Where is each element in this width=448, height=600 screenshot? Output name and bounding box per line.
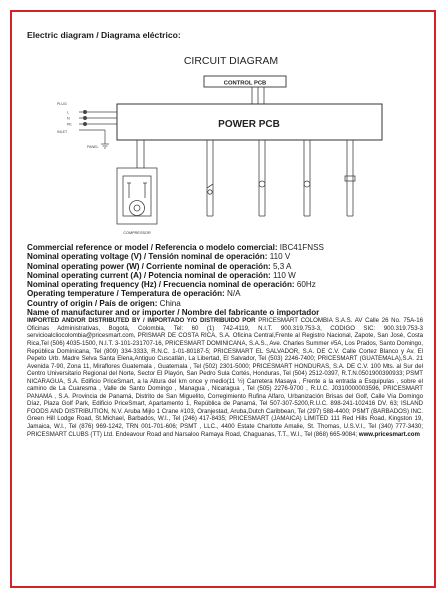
wire-label-inlet: INLET [57,130,68,134]
spec-value-frequency: 60Hz [296,280,316,290]
heater-symbol [345,176,355,181]
specifications-block [27,243,423,438]
spec-label-temperature: Operating temperature / Temperatura de operación: [27,289,225,299]
spec-value-power: 5,3 A [272,261,292,271]
spec-value-voltage: 110 V [269,252,291,262]
spec-label-model: Commercial reference or model / Referencia o modelo comercial: [27,243,278,252]
spec-label-voltage: Nominal operating voltage (V) / Tensión nominal de operación: [27,252,268,262]
wire-label-n: N [67,116,70,121]
wire-label-l: L [67,110,69,115]
spec-label-power: Nominal operating power (W) / Corriente nominal de operación: [27,261,271,271]
importer-lead: IMPORTED AND/OR DISTRIBUTED BY / IMPORTADO Y/O DISTRIBUIDO POR [27,317,256,325]
control-pcb-label: CONTROL PCB [223,80,267,87]
website-link[interactable]: www.pricesmart.com [358,430,420,438]
spec-value-current: 110 W [273,270,296,280]
spec-label-origin: Country of origin / País de origen: [27,298,158,308]
compressor-motor [130,201,145,216]
importer-addresses [27,317,423,438]
spec-value-model: IBC41FNSS [279,243,324,252]
manufacturer-heading: Name of manufacturer and or importer / Nombre del fabricante o importador [27,308,320,318]
spec-row-voltage [27,252,423,261]
spec-row-current [27,271,423,280]
spec-row-model [27,243,423,252]
importer-text: PRICESMART COLOMBIA S.A.S. AV Calle 26 No. 75A-16 Oficinas Administrativas, Bogotá, Colombia, Tel: 60 (1) 742-4119, N.I.T. 900.319.753-3, CODIGO SIC: 900.319.753-3 servicioalcliocolombia@pricesmart.com, PRISMAR DE COSTA RICA, S.A. Oficina Central,Frente al Registro Nacional, Zapote, San José, Costa Rica,Tel (506) 4035-1500, N.I.T. 3-101-231707-16, PRICESMART DOMINICANA, S.A.S., Ave. Charles Summer #5A, Los Prados, Santo Domingo, República Dominicana, Tel (809) 334-3333, R.N.C. 1-01-80187-5; PRICESMART EL SALVADOR, S.A. DE C.V. Calle Cortez Blanco y Av. El Pepeto Urb. Madre Selva Santa Elena,Antiguo Cuscatlán, La Libertad, El Salvador, Tel (503) 2246-7400; PRICESMART (GUATEMALA),S.A. 21 Avenida 7-90, Zona 11, Miraflores Guatemala , Guatemala , Tel (502) 2301-5000; PRICESMART HONDURAS, S.A. DE C.V. 100 Mts. al Sur del Centro Universitario Regional del Norte, Sector El Playón, San Pedro Sula Cortés, Honduras, Tel (504) 2512-0397, R.T.N.0501900390933; PSMT NICARAGUA, S.A. Edificio PriceSmart, a la Altura del km once y medio(11 ½) Carretera Masaya , Frente a la entrada a Esquipulas , sobre el camino de La Cuaresma , Valle de Santo Domingo , Managua , Nicaragua , Tel (505) 2276-9700 , R.U.C. J0310000003596, PRICESMART PANAMA , S.A. Provincia de Panamá, Distrito de San Miguelito, Corregimiento Rufina Alfaro, Urbanización Brisas del Golf, Calle Vía Domingo Díaz, Plaza Golf Park, Edificio PriceSmart, Apartamento 1, República de Panamá, Tel 507-307-5200,R.U.C. 898-241-102416 DV. 63; ISLAND FOODS AND DISTRIBUTION, N.V. Aruba Mijlo 1 Crane #103, Oranjestad, Aruba,Dutch Caribbean, Tel (297) 588-4400; PSMT (BARBADOS) INC. Green Hill Lodge Road, St.Michael, Barbados, W.I., Tel (246) 417-8435; PRICESMART (JAMAICA) LIMITED 111 Red Hills Road, Kingston 19, Jamaica, W.I., Tel (876) 969-1242, TRN 001-701-606; PSMT , LLC., 4400 Estate Charlotte Amalie, St. Thomas, U.S.V.I., Tel (340) 777-3430; PRICESMART CLUBS (TT) Ltd. Endeavour Road and Narsaloo Ramaya Road, Chaguanas, T.T., W.I., Tel (868) 665-9084; [27,317,423,438]
fan-symbol [259,181,265,187]
power-pcb-label: POWER PCB [218,119,280,130]
wire-label-panel: PANEL [87,145,99,149]
wire-label-plug: PLUG [57,102,67,106]
spec-row-temperature [27,289,423,298]
circuit-diagram [27,48,422,236]
spec-row-frequency [27,280,423,289]
compressor-label: COMPRESSOR [123,231,151,235]
spec-row-power [27,262,423,271]
spec-label-frequency: Nominal operating frequency (Hz) / Frecuencia nominal de operación: [27,280,295,290]
electric-diagram-heading: Electric diagram / Diagrama eléctrico: [27,30,181,40]
spec-row-origin [27,299,423,308]
circuit-diagram-title: CIRCUIT DIAGRAM [183,55,279,67]
lamp-symbol [304,181,310,187]
spec-value-origin: China [159,298,181,308]
spec-label-current: Nominal operating current (A) / Potencia nominal de operación: [27,270,271,280]
spec-value-temperature: N/A [227,289,241,299]
wire-label-pe: PE [67,122,72,127]
